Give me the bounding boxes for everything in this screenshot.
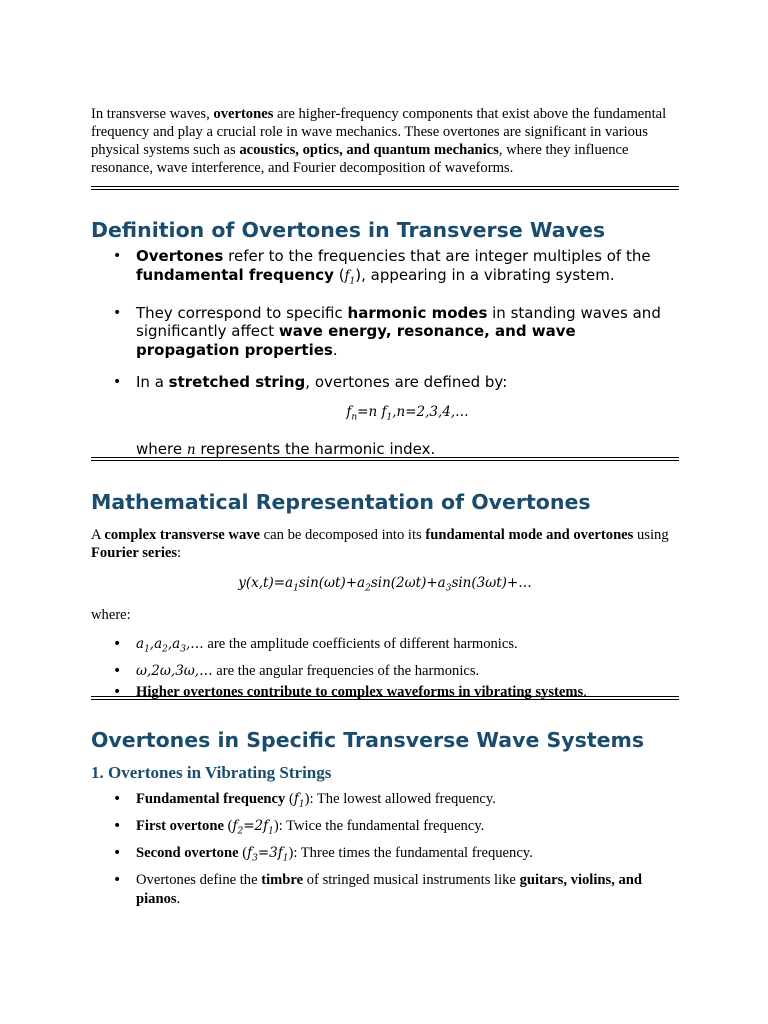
section-divider <box>91 186 679 190</box>
bold-text: fundamental mode and overtones <box>425 527 634 543</box>
intro-text: , where they influence resonance, wave interference, and Fourier decomposition of waveforms. <box>91 142 629 176</box>
text: refer to the frequencies that are integer multiples of the <box>223 247 651 265</box>
bold-text: First overtone <box>136 818 224 835</box>
bold-text: wave energy, resonance, and wave propagation properties <box>136 322 576 360</box>
math-symbol: ,a <box>167 636 181 652</box>
list-item <box>91 373 679 459</box>
bold-text: stretched string <box>168 372 306 391</box>
bold-text: Overtones <box>136 247 224 265</box>
intro-paragraph <box>91 105 679 177</box>
math-inline <box>247 845 289 865</box>
bold-text: Fourier series <box>91 545 178 561</box>
list-item <box>91 634 679 661</box>
math-subscript: 1 <box>298 799 305 810</box>
text: in standing waves and significantly affect <box>136 303 661 341</box>
text: A <box>91 527 105 543</box>
text: are the angular frequencies of the harmonics. <box>212 662 480 679</box>
math-subscript: 1 <box>293 583 299 594</box>
where-label: where: <box>91 607 131 623</box>
math-expr: ,n=2,3,4,… <box>392 404 469 421</box>
math-subscript: n <box>351 412 358 423</box>
text: . <box>332 341 338 360</box>
math-symbol: f <box>232 818 238 835</box>
math-symbol: =2f <box>243 818 269 835</box>
math-subscript: 3 <box>252 854 258 865</box>
math-subscript: 1 <box>282 854 289 865</box>
bold-text: fundamental frequency <box>136 265 334 284</box>
text: where <box>136 439 187 458</box>
bold-text: guitars, violins, and pianos <box>136 871 643 907</box>
text: ): The lowest allowed frequency. <box>304 791 496 807</box>
text: . <box>583 683 587 700</box>
math-inline <box>344 267 356 287</box>
list-item <box>91 789 679 816</box>
math-symbol: f <box>293 791 299 807</box>
equation-overtone <box>91 403 679 427</box>
math-symbol: =3f <box>257 845 283 862</box>
math-subscript: 1 <box>268 826 274 837</box>
math-expr: sin(ωt)+a <box>298 575 366 591</box>
section-divider <box>91 457 679 461</box>
definition-list <box>91 247 679 459</box>
section-heading-math: Mathematical Representation of Overtones <box>91 490 591 514</box>
text: ): Three times the fundamental frequency. <box>288 845 533 862</box>
text: of stringed musical instruments like <box>303 871 520 888</box>
math-symbol: f <box>247 845 253 862</box>
math-subscript: 1 <box>349 276 356 287</box>
math-subscript: 3 <box>445 583 452 594</box>
intro-text: are higher-frequency components that exist above the fundamental frequency and play a crucial role in wave mechanics. These overtones are significant in various physical systems such as <box>91 106 667 158</box>
math-inline: ω,2ω,3ω,… <box>136 662 213 679</box>
text: ( <box>223 818 233 835</box>
math-expr: =n f <box>357 404 387 421</box>
math-inline <box>232 818 274 837</box>
math-inline <box>136 636 204 655</box>
intro-bold: overtones <box>213 106 274 122</box>
math-symbol: ,… <box>185 636 204 652</box>
fourier-paragraph <box>91 526 679 562</box>
text: ( <box>285 791 294 807</box>
text: can be decomposed into its <box>260 527 426 543</box>
bold-text: Second overtone <box>136 845 239 862</box>
math-expr: y(x,t)=a <box>238 575 294 591</box>
list-item <box>91 661 679 682</box>
text: Overtones define the <box>136 871 262 888</box>
text: represents the harmonic index. <box>195 439 436 458</box>
list-item <box>91 871 679 909</box>
list-item <box>91 843 679 870</box>
text: are the amplitude coefficients of different harmonics. <box>203 636 518 652</box>
intro-text: In transverse waves, <box>91 106 214 122</box>
math-subscript: 1 <box>386 412 393 423</box>
text: ), appearing in a vibrating system. <box>355 265 615 284</box>
intro-bold: acoustics, optics, and quantum mechanics <box>239 142 499 158</box>
math-symbol: ,a <box>149 636 163 652</box>
math-subscript: 2 <box>162 644 168 655</box>
math-symbol: f <box>346 404 352 421</box>
text: ( <box>333 265 345 284</box>
strings-list <box>91 789 679 909</box>
list-item <box>91 816 679 843</box>
math-inline <box>293 791 305 810</box>
text: : <box>177 545 182 561</box>
math-expr: sin(2ωt)+a <box>370 575 446 591</box>
bold-text: Fundamental frequency <box>136 791 286 807</box>
section-heading-systems: Overtones in Specific Transverse Wave Systems <box>91 728 645 752</box>
bold-text: Higher overtones contribute to complex waveforms in vibrating systems <box>136 683 584 700</box>
text: . <box>176 890 181 907</box>
bold-text: harmonic modes <box>347 303 488 322</box>
text: , overtones are defined by: <box>305 372 508 391</box>
list-item <box>91 304 679 360</box>
text: They correspond to specific <box>136 303 348 322</box>
equation-fourier <box>91 573 679 599</box>
math-symbol: n <box>186 441 196 458</box>
math-symbol: f <box>344 267 350 284</box>
math-subscript: 3 <box>180 644 186 655</box>
coefficients-list <box>91 634 679 703</box>
text: ): Twice the fundamental frequency. <box>273 818 485 835</box>
text: using <box>633 527 669 543</box>
list-item <box>91 247 679 291</box>
math-expr: sin(3ωt)+… <box>451 575 532 591</box>
text: In a <box>136 372 169 391</box>
math-subscript: 1 <box>144 644 150 655</box>
bold-text: timbre <box>261 871 304 888</box>
bold-text: complex transverse wave <box>104 527 261 543</box>
math-symbol: a <box>136 636 145 652</box>
math-subscript: 2 <box>237 826 244 837</box>
subheading-strings: 1. Overtones in Vibrating Strings <box>91 763 332 782</box>
math-subscript: 2 <box>365 583 371 594</box>
text: ( <box>238 845 248 862</box>
section-divider <box>91 696 679 700</box>
section-heading-definition: Definition of Overtones in Transverse Waves <box>91 218 606 242</box>
